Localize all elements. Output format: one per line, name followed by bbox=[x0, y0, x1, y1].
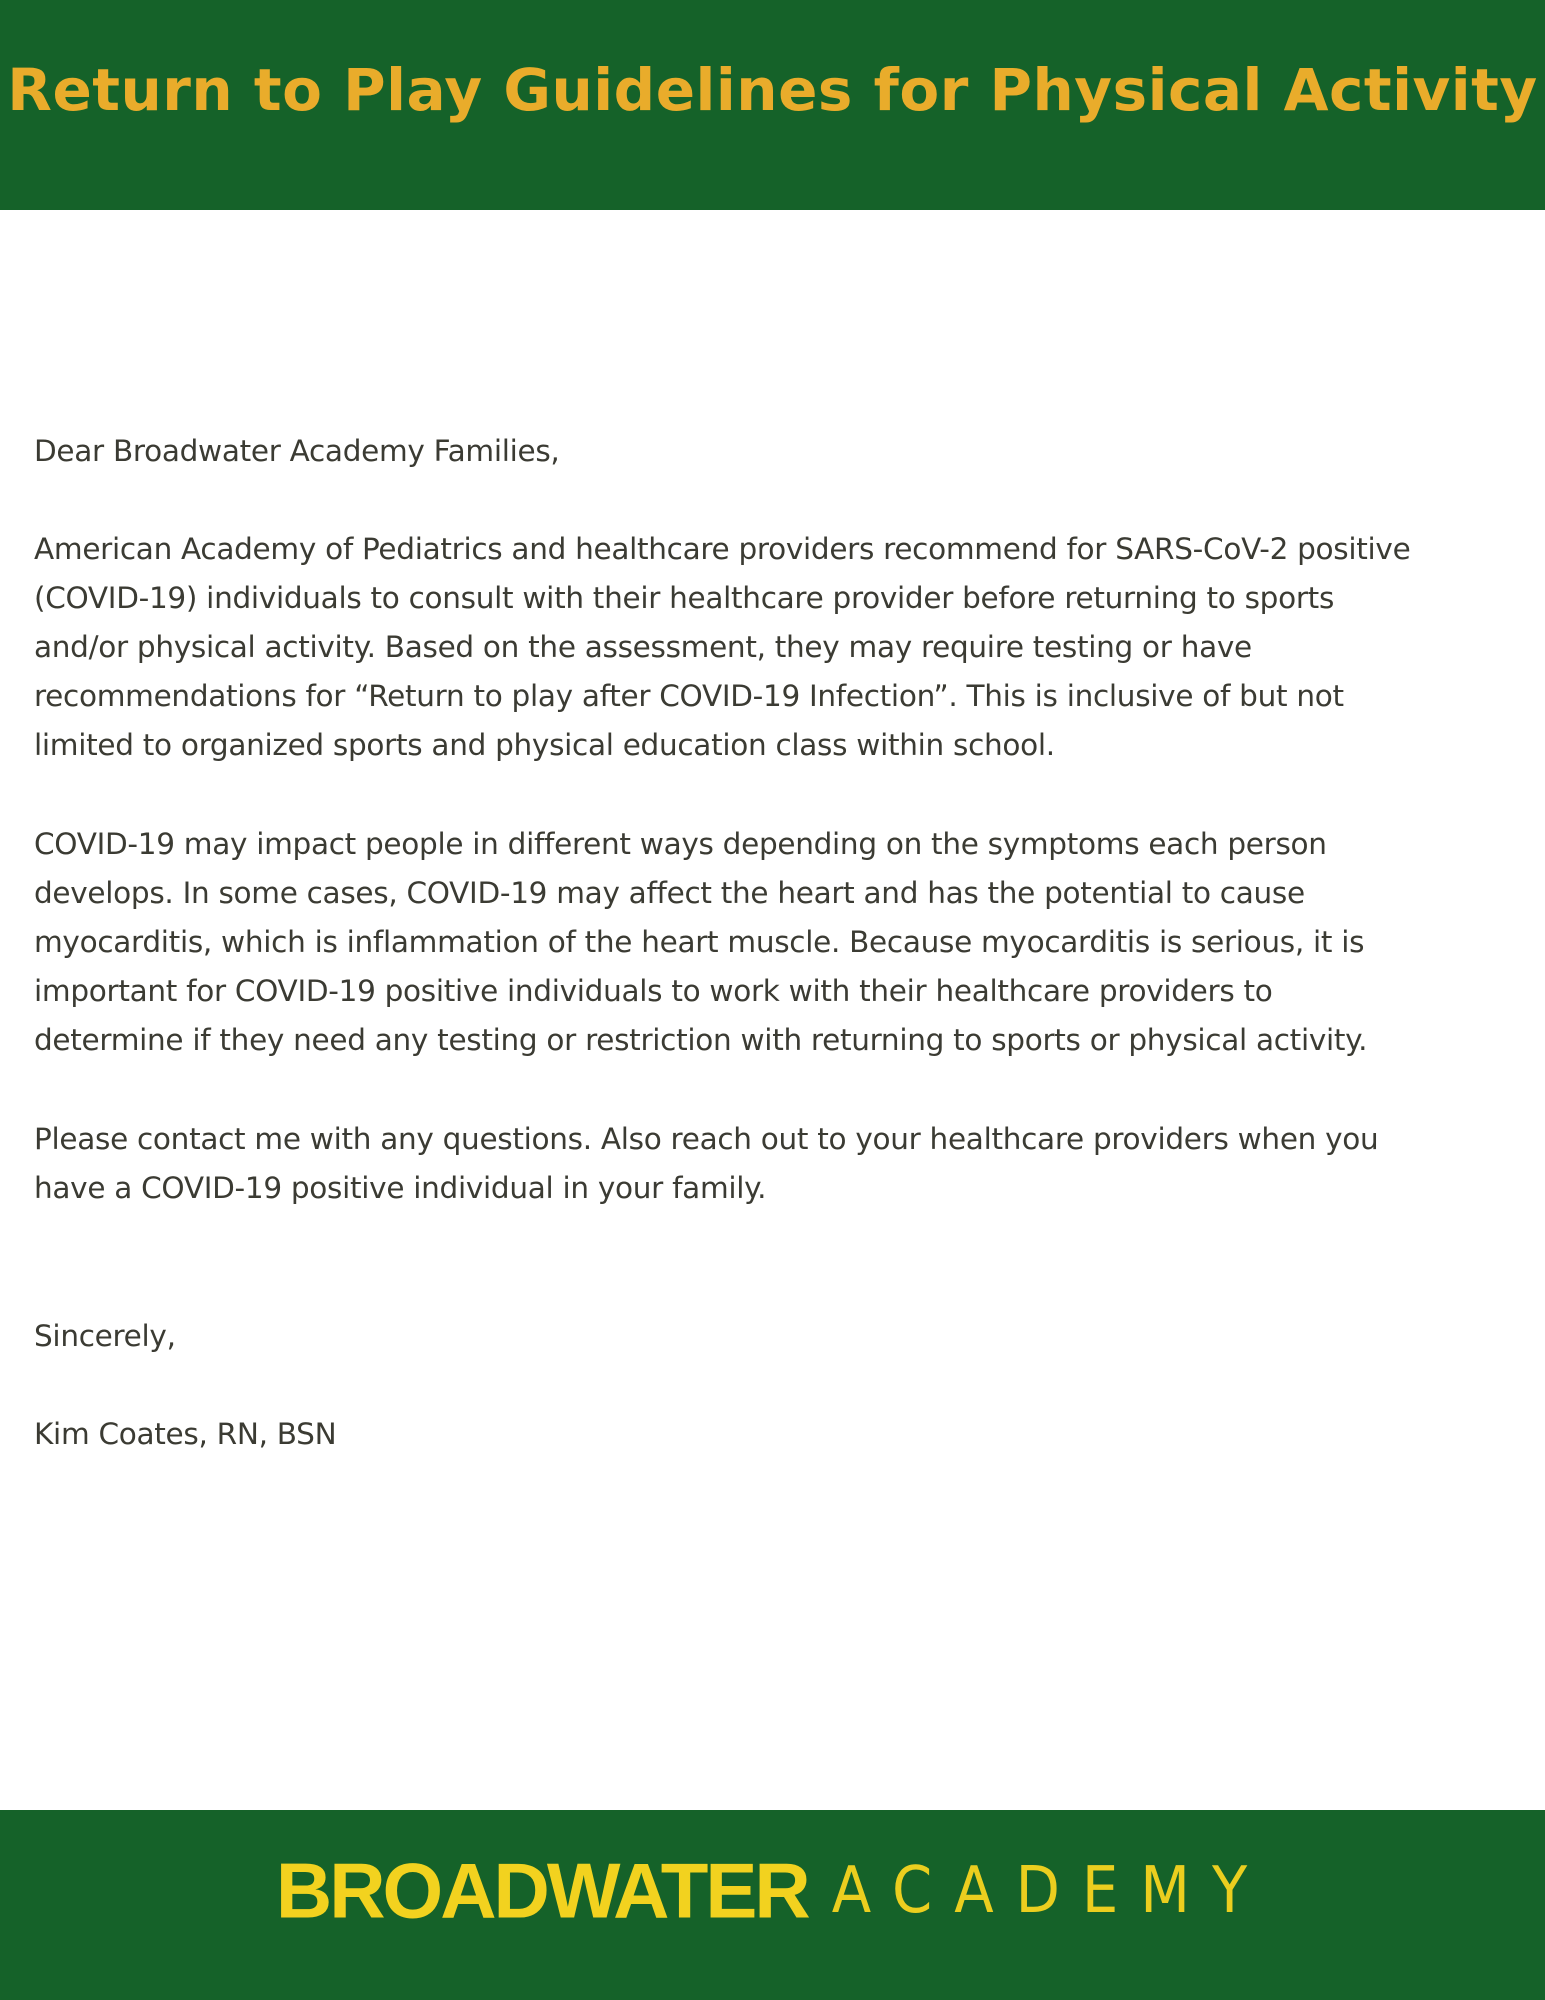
paragraph-line: recommendations for “Return to play after COVID-19 Infection”. This is inclusive of but not bbox=[34, 679, 1344, 713]
paragraph-line: important for COVID-19 positive individuals to work with their healthcare providers to bbox=[34, 974, 1273, 1008]
salutation: Dear Broadwater Academy Families, bbox=[34, 434, 560, 468]
signature-name: Kim Coates, RN, BSN bbox=[34, 1417, 337, 1451]
paragraph-line: Please contact me with any questions. Also reach out to your healthcare providers when you bbox=[34, 1122, 1379, 1156]
logo-wordmark-primary: BROADWATER bbox=[275, 1846, 808, 1935]
paragraph-line: limited to organized sports and physical education class within school. bbox=[34, 728, 1055, 762]
paragraph-line: develops. In some cases, COVID-19 may affect the heart and has the potential to cause bbox=[34, 876, 1305, 910]
broadwater-academy-logo bbox=[0, 1840, 1545, 1940]
paragraph-line: myocarditis, which is inflammation of the heart muscle. Because myocarditis is serious, it is bbox=[34, 925, 1365, 959]
paragraph-line: COVID-19 may impact people in different ways depending on the symptoms each person bbox=[34, 827, 1327, 861]
logo-wordmark-secondary: ACADEMY bbox=[831, 1853, 1270, 1928]
paragraph-line: determine if they need any testing or restriction with returning to sports or physical activity. bbox=[34, 1023, 1368, 1057]
paragraph-line: American Academy of Pediatrics and healthcare providers recommend for SARS-CoV-2 positive bbox=[34, 532, 1411, 566]
paragraph-myocarditis bbox=[34, 820, 1514, 1065]
closing: Sincerely, bbox=[34, 1319, 176, 1353]
paragraph-contact bbox=[34, 1115, 1514, 1213]
paragraph-line: have a COVID-19 positive individual in your family. bbox=[34, 1171, 767, 1205]
paragraph-line: (COVID-19) individuals to consult with their healthcare provider before returning to sports bbox=[34, 581, 1335, 615]
paragraph-line: and/or physical activity. Based on the assessment, they may require testing or have bbox=[34, 630, 1252, 664]
page-title: Return to Play Guidelines for Physical Activity bbox=[7, 56, 1538, 124]
paragraph-recommendation bbox=[34, 525, 1514, 770]
